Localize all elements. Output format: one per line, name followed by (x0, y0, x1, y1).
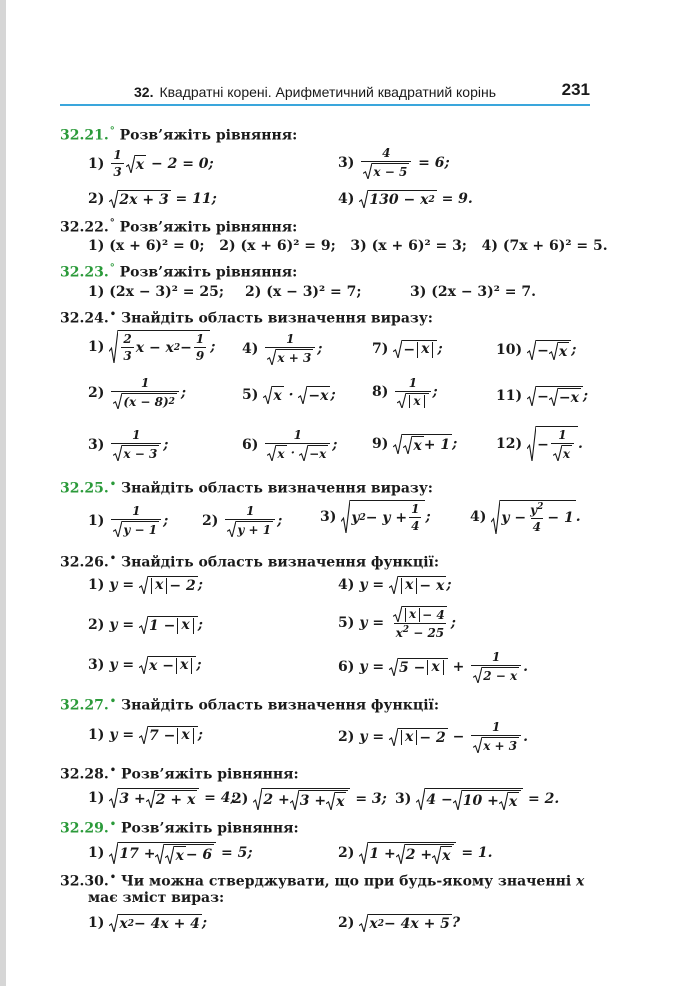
problem-32-29-heading: 32.29.• Розв’яжіть рівняння: (60, 819, 299, 837)
problem-32-28-item-2: 2) 2 + 3 + x = 3; (232, 788, 387, 810)
problem-32-24-item-4: 4) $\frac{1}{x + 3}$ ; (242, 332, 323, 365)
header-rule (60, 104, 590, 106)
section-title: 32. Квадратні корені. Арифметичний квадратний корінь (134, 84, 497, 100)
problem-32-26-item-4: 4) y = x − x ; (338, 577, 452, 594)
problem-32-22-heading: 32.22.° Розв’яжіть рівняння: (60, 218, 298, 236)
problem-32-21-item-1: 1) $\frac{1}{3}$ x − 2 = 0; (88, 148, 214, 179)
problem-32-30-heading-cont: має зміст вираз: (88, 890, 225, 906)
problem-32-24-item-10: 10) − x ; (496, 342, 577, 360)
problem-32-23-heading: 32.23.° Розв’яжіть рівняння: (60, 263, 298, 281)
page-number: 231 (561, 80, 590, 99)
problem-32-30-heading: 32.30.• Чи можна стверджувати, що при будь-якому значенні x (60, 872, 585, 890)
problem-32-24-item-1: 1) $\frac{2}{3}$ x − x 2 − $\frac{1}{9}$ ; (88, 332, 216, 363)
page-gutter (0, 0, 6, 986)
problem-32-24-heading: 32.24.• Знайдіть область визначення виразу: (60, 309, 433, 327)
problem-32-25-item-4: 4) y − $\frac{y^2}{4}$ − 1 . (470, 502, 581, 534)
problem-32-27-item-2: 2) y = x − 2 − $\frac{1}{x + 3}$ . (338, 720, 528, 753)
problem-32-21-item-4: 4) 130 − x 2 = 9. (338, 191, 473, 208)
problem-32-24-item-6: 6) 1 x · −x ; (242, 428, 338, 461)
problem-32-25-item-3: 3) y 2 − y + $\frac{1}{4}$ ; (320, 502, 431, 533)
problem-32-29-item-2: 2) 1 + 2 + x = 1. (338, 842, 493, 864)
problem-32-24-item-2: 2) 1 (x − 8) 2 ; (88, 376, 187, 409)
problem-32-28-heading: 32.28.• Розв’яжіть рівняння: (60, 765, 299, 783)
problem-32-23-item-1: 1) (2x − 3)² = 25; (88, 284, 225, 300)
problem-32-28-item-1: 1) 3 + 2 + x = 4; (88, 790, 236, 808)
problem-32-26-item-2: 2) y = 1 − x ; (88, 617, 203, 634)
page-header (60, 80, 590, 108)
problem-32-26-item-6: 6) y = 5 − x + $\frac{1}{2 - x}$ . (338, 650, 528, 683)
problem-32-24-item-12: 12) − $\frac{1}{x}$ . (496, 428, 583, 461)
problem-32-21-item-3: 3) $\frac{4}{x - 5}$ = 6; (338, 146, 450, 179)
problem-32-25-item-2: 2) $\frac{1}{y + 1}$ ; (202, 504, 283, 537)
problem-32-30-item-2: 2) x 2 − 4x + 5 ? (338, 915, 461, 932)
problem-32-24-item-7: 7) − x ; (372, 341, 443, 358)
problem-32-26-item-5: 5) y = x − 4 $x^2 - 25$ ; (338, 607, 456, 640)
problem-32-29-item-1: 1) 17 + x − 6 = 5; (88, 842, 253, 864)
problem-32-26-item-1: 1) y = x − 2 ; (88, 577, 203, 594)
problem-32-24-item-8: 8) $\frac{1}{x}$ ; (372, 376, 438, 408)
problem-32-22-items: 1) (x + 6)² = 0; 2) (x + 6)² = 9; 3) (x + 6)² = 3; 4) (7x + 6)² = 5. (88, 238, 608, 254)
problem-32-23-item-3: 3) (2x − 3)² = 7. (410, 284, 537, 300)
problem-32-27-item-1: 1) y = 7 − x ; (88, 727, 203, 744)
problem-32-24-item-5: 5) x · −x ; (242, 387, 336, 404)
problem-32-21-item-2: 2) 2x + 3 = 11; (88, 191, 217, 208)
problem-32-27-heading: 32.27.• Знайдіть область визначення функції: (60, 696, 440, 714)
problem-32-26-heading: 32.26.• Знайдіть область визначення функції: (60, 553, 440, 571)
problem-32-28-item-3: 3) 4 − 10 + x = 2. (395, 788, 559, 810)
problem-32-21-heading: 32.21.° Розв’яжіть рівняння: (60, 126, 298, 144)
problem-32-25-heading: 32.25.• Знайдіть область визначення виразу: (60, 479, 433, 497)
problem-32-24-item-3: 3) $\frac{1}{x - 3}$ ; (88, 428, 169, 461)
problem-32-24-item-9: 9) x + 1 ; (372, 436, 458, 454)
problem-32-25-item-1: 1) $\frac{1}{y - 1}$ ; (88, 504, 169, 537)
problem-32-23-item-2: 2) (x − 3)² = 7; (245, 284, 362, 300)
problem-32-30-item-1: 1) x 2 − 4x + 4 ; (88, 915, 208, 932)
problem-32-26-item-3: 3) y = x − x ; (88, 657, 202, 674)
problem-32-24-item-11: 11) − −x ; (496, 388, 589, 406)
